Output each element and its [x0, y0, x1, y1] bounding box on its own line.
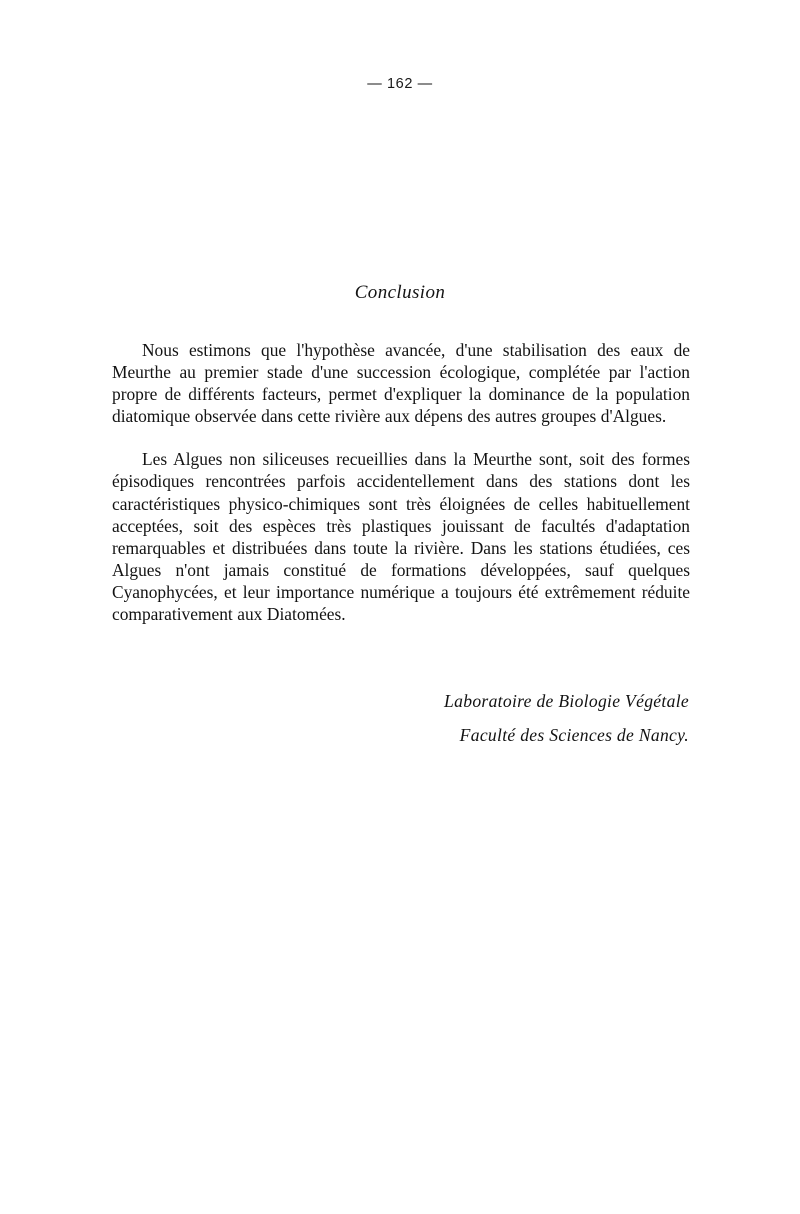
paragraph-2: Les Algues non siliceuses recueillies dans la Meurthe sont, soit des formes épisodiques rencontrées parfois accidentellement dans des stations dont les caractéristiques physico-chimiques sont très éloignées de celles habituellement acceptées, soit des espèces très plastiques jouissant de facultés d'adaptation remarquables et distribuées dans toute la rivière. Dans les stations étudiées, ces Algues n'ont jamais constitué de formations développées, sauf quelques Cyanophycées, et leur importance numérique a toujours été extrêmement réduite comparativement aux Diatomées. — [112, 449, 690, 625]
page-number: — 162 — — [367, 76, 433, 92]
paragraph-1: Nous estimons que l'hypothèse avancée, d'une stabilisation des eaux de Meurthe au premier stade d'une succession écologique, complétée par l'action propre de différents facteurs, permet d'expliquer la dominance de la population diatomique observée dans cette rivière aux dépens des autres groupes d'Algues. — [112, 340, 690, 427]
affiliation-block — [112, 684, 690, 752]
affiliation-laboratory: Laboratoire de Biologie Végétale — [444, 691, 689, 711]
section-heading-conclusion: Conclusion — [354, 282, 446, 303]
affiliation-faculty: Faculté des Sciences de Nancy. — [459, 725, 689, 745]
body-text-block — [112, 339, 690, 625]
